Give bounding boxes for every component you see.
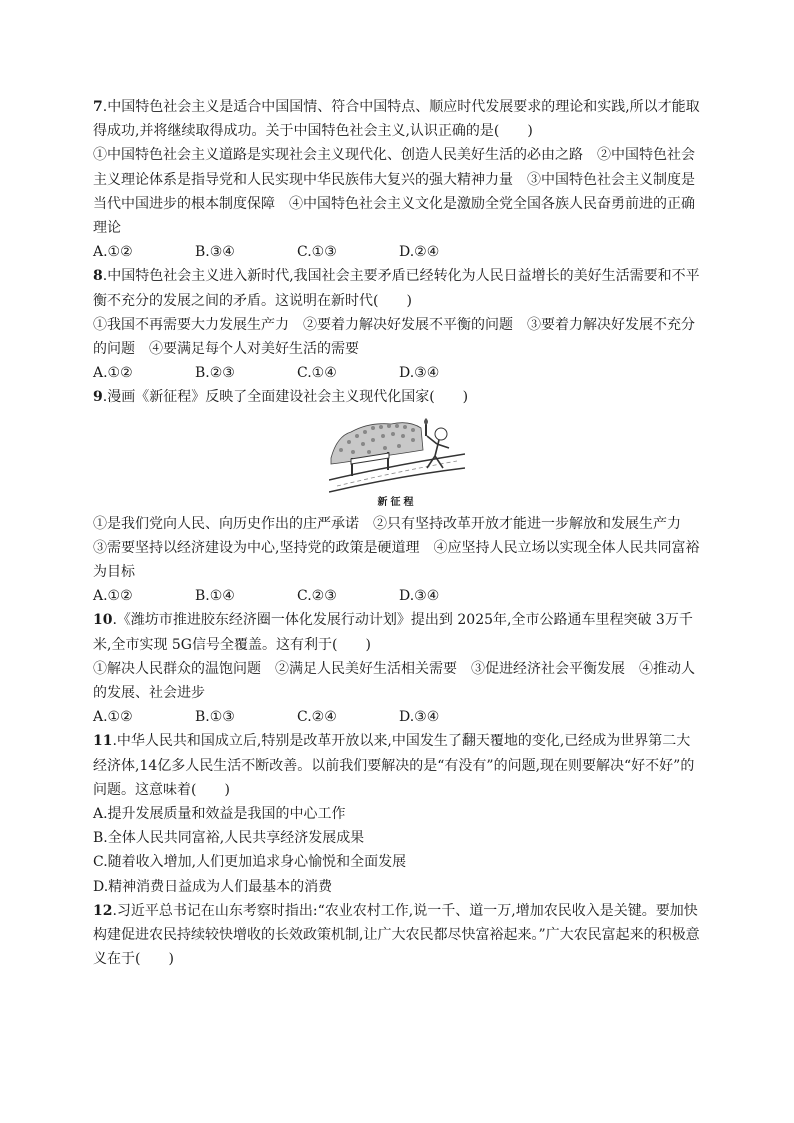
question-7 (93, 95, 701, 264)
choice-d[interactable]: D.精神消费日益成为人们最基本的消费 (93, 878, 333, 895)
cartoon-figure (93, 414, 701, 510)
answer-choices (93, 584, 701, 608)
choice-a[interactable]: A.①② (93, 709, 133, 726)
question-12 (93, 899, 701, 972)
statement-options: ①是我们党向人民、向历史作出的庄严承诺 ②只有坚持改革开放才能进一步解放和发展生产力 ③需要坚持以经济建设为中心,坚持党的政策是硬道理 ④应坚持人民立场以实现全体人民共同富裕为目标 (93, 515, 700, 581)
choice-a[interactable]: A.①② (93, 588, 133, 605)
question-number: 7 (93, 99, 103, 115)
question-number: 10 (93, 612, 113, 629)
choice-b[interactable]: B.全体人民共同富裕,人民共享经济发展成果 (93, 830, 365, 847)
choice-d[interactable]: D.②④ (399, 244, 440, 261)
choice-b[interactable]: B.①③ (195, 709, 235, 726)
cartoon-illustration (329, 414, 465, 494)
choice-b[interactable]: B.③④ (195, 244, 235, 261)
choice-a[interactable]: A.①② (93, 244, 133, 261)
question-stem: 12.习近平总书记在山东考察时指出:“农业农村工作,说一千、道一万,增加农民收入是关键。要加快构建促进农民持续较快增收的长效政策机制,让广大农民都尽快富裕起来。”广大农民富起来的积极意义在于( ) (93, 902, 700, 968)
statement-options: ①中国特色社会主义道路是实现社会主义现代化、创造人民美好生活的必由之路 ②中国特色社会主义理论体系是指导党和人民实现中华民族伟大复兴的强大精神力量 ③中国特色社会主义制度是当代中国进步的根本制度保障 ④中国特色社会主义文化是激励全党全国各族人民奋勇前进的正确理论 (93, 147, 695, 237)
choice-c[interactable]: C.①④ (297, 365, 337, 382)
question-stem: 10.《潍坊市推进胶东经济圈一体化发展行动计划》提出到 2025年,全市公路通车里程突破 3万千米,全市实现 5G信号全覆盖。这有利于( ) (93, 612, 693, 653)
question-10 (93, 608, 701, 729)
question-number: 9 (93, 389, 103, 406)
choice-b[interactable]: B.②③ (195, 365, 235, 382)
statement-options: ①我国不再需要大力发展生产力 ②要着力解决好发展不平衡的问题 ③要着力解决好发展不充分的问题 ④要满足每个人对美好生活的需要 (93, 316, 695, 358)
choice-d[interactable]: D.③④ (399, 365, 440, 382)
choice-d[interactable]: D.③④ (399, 588, 440, 605)
question-list (93, 95, 701, 972)
question-stem: 9.漫画《新征程》反映了全面建设社会主义现代化国家( ) (93, 389, 469, 406)
question-number: 11 (93, 733, 113, 750)
statement-options: ①解决人民群众的温饱问题 ②满足人民美好生活相关需要 ③促进经济社会平衡发展 ④推动人的发展、社会进步 (93, 660, 695, 702)
choice-a[interactable]: A.①② (93, 365, 133, 382)
answer-choices (93, 361, 701, 385)
choice-c[interactable]: C.①③ (297, 244, 337, 261)
choice-c[interactable]: C.随着收入增加,人们更加追求身心愉悦和全面发展 (93, 854, 407, 871)
question-stem: 7.中国特色社会主义是适合中国国情、符合中国特点、顺应时代发展要求的理论和实践,所以才能取得成功,并将继续取得成功。关于中国特色社会主义,认识正确的是( ) (93, 99, 700, 140)
choice-d[interactable]: D.③④ (399, 709, 440, 726)
question-number: 8 (93, 268, 103, 285)
question-8 (93, 264, 701, 385)
choice-b[interactable]: B.①④ (195, 588, 235, 605)
choice-a[interactable]: A.提升发展质量和效益是我国的中心工作 (93, 806, 346, 823)
choice-c[interactable]: C.②④ (297, 709, 337, 726)
question-number: 12 (93, 902, 113, 919)
question-stem: 8.中国特色社会主义进入新时代,我国社会主要矛盾已经转化为人民日益增长的美好生活需要和不平衡不充分的发展之间的矛盾。这说明在新时代( ) (93, 268, 700, 309)
cartoon-caption: 新征程 (377, 496, 417, 508)
answer-choices (93, 240, 701, 264)
choice-c[interactable]: C.②③ (297, 588, 337, 605)
question-9 (93, 385, 701, 608)
question-stem: 11.中华人民共和国成立后,特别是改革开放以来,中国发生了翻天覆地的变化,已经成为世界第二大经济体,14亿多人民生活不断改善。以前我们要解决的是“有没有”的问题,现在则要解决“好不好”的问题。这意味着( ) (93, 733, 695, 798)
answer-choices (93, 705, 701, 729)
question-11 (93, 729, 701, 898)
